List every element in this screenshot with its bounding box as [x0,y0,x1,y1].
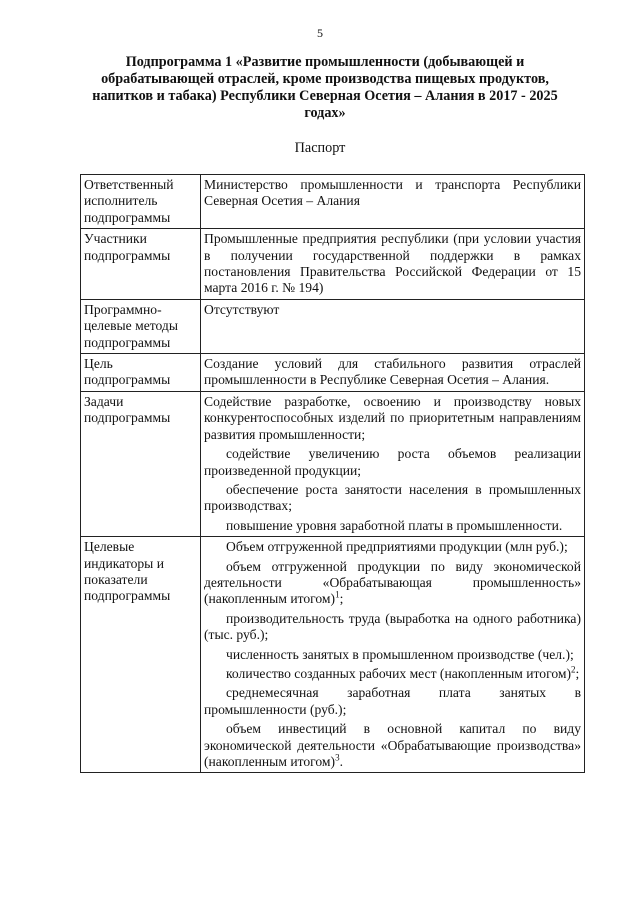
row-value [201,391,585,536]
paragraph-text: Содействие разработке, освоению и производству новых конкурентоспособных изделий по приоритетным направлениям развития промышленности; [204,393,581,442]
footnote-marker: 2 [570,664,576,675]
paragraph-text: объем инвестиций в основной капитал по виду экономической деятельности «Обрабатывающие производства» (накопленным итогом) [204,721,581,769]
table-row [81,354,585,392]
row-label: Участники подпрограммы [81,229,201,300]
paragraph-text: Создание условий для стабильного развития отраслей промышленности в Республике Северная Осетия – Алания. [204,356,581,388]
punctuation: . [339,754,343,769]
document-subtitle: Паспорт [294,140,346,156]
row-value [201,354,585,392]
footnote-marker: 3 [335,752,340,763]
document-title: Подпрограмма 1 «Развитие промышленности (добывающей и обрабатывающей отраслей, кроме производства пищевых продуктов, напитков и табака) Республики Северная Осетия – Алания в 2017 - 2025 годах» [92,54,558,121]
table-row [81,175,585,229]
paragraph-text: повышение уровня заработной платы в промышленности. [226,517,563,533]
paragraph-text: Министерство промышленности и транспорта Республики Северная Осетия – Алания [204,177,581,209]
paragraph-text: среднемесячная заработная плата занятых в промышленности (руб.); [204,685,581,717]
row-value [201,299,585,353]
row-label: Целевые индикаторы и показатели подпрограммы [81,537,201,773]
row-paragraph [204,446,581,479]
row-paragraph [204,394,581,443]
row-paragraph [204,302,581,318]
row-paragraph [204,666,581,682]
table-row [81,537,585,773]
paragraph-text: Отсутствуют [204,301,280,317]
paragraph-text: количество созданных рабочих мест (накопленным итогом) [226,665,571,681]
paragraph-text: Объем отгруженной предприятиями продукции (млн руб.); [226,539,568,555]
row-paragraph [204,559,581,608]
row-paragraph [204,647,581,663]
row-paragraph [204,518,581,534]
page-number: 5 [317,26,323,40]
table-row [81,391,585,536]
row-label: Задачи подпрограммы [81,391,201,536]
paragraph-text: производительность труда (выработка на одного работника) (тыс. руб.); [204,610,581,643]
row-value [201,175,585,229]
paragraph-text: содействие увеличению роста объемов реализации произведенной продукции; [204,446,581,478]
paragraph-text: обеспечение роста занятости населения в промышленных производствах; [204,481,581,514]
row-paragraph [204,539,581,555]
table-row [81,299,585,353]
row-paragraph [204,231,581,297]
passport-table [80,174,585,773]
row-paragraph [204,482,581,515]
row-label: Цель подпрограммы [81,354,201,392]
row-label: Программно-целевые методы подпрограммы [81,299,201,353]
footnote-marker: 1 [335,589,340,600]
row-paragraph [204,177,581,210]
row-paragraph [204,356,581,389]
row-paragraph [204,721,581,770]
row-label: Ответственный исполнитель подпрограммы [81,175,201,229]
paragraph-text: Промышленные предприятия республики (при условии участия в получении государственной поддержки в рамках постановления Правительства Российской Федерации от 15 марта 2016 г. № 194) [204,231,581,296]
paragraph-text: объем отгруженной продукции по виду экономической деятельности «Обрабатывающая промышленность» (накопленным итогом) [204,558,581,607]
row-paragraph [204,611,581,644]
row-value [201,229,585,300]
paragraph-text: численность занятых в промышленном производстве (чел.); [226,646,574,662]
punctuation: ; [339,591,344,607]
punctuation: ; [575,665,580,681]
row-paragraph [204,685,581,718]
row-value [201,537,585,773]
table-row [81,229,585,300]
